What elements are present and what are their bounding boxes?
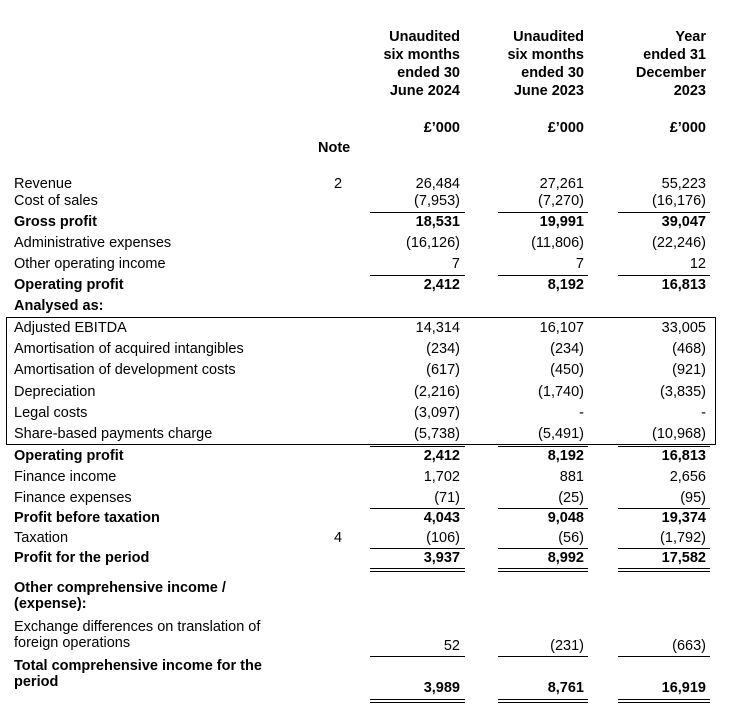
underline: [618, 508, 710, 509]
row-value: 55,223: [661, 176, 706, 192]
row-value: (22,246): [651, 235, 706, 251]
oci-exchange-value: 52: [443, 638, 460, 654]
unit-header: £’000: [669, 120, 706, 136]
row-value: (5,738): [414, 426, 460, 442]
underline: [618, 446, 710, 447]
underline: [370, 446, 465, 447]
row-value: 4,043: [423, 510, 460, 526]
oci-total-value: 8,761: [547, 680, 584, 696]
row-note: 2: [333, 176, 343, 192]
row-value: (16,176): [651, 193, 706, 209]
underline: [618, 275, 710, 276]
row-value: 18,531: [415, 214, 460, 230]
row-label: Profit for the period: [14, 550, 150, 566]
row-value: (921): [672, 362, 706, 378]
underline: [498, 275, 588, 276]
row-value: (56): [558, 530, 584, 546]
row-value: 19,374: [661, 510, 706, 526]
row-label: Cost of sales: [14, 193, 98, 209]
oci-total-label: Total comprehensive income for the period: [14, 658, 262, 690]
row-value: (7,953): [414, 193, 460, 209]
column-header-h1-2024: Unaudited six months ended 30 June 2024: [383, 29, 460, 99]
row-value: (234): [426, 341, 460, 357]
row-value: 14,314: [415, 320, 460, 336]
row-label: Finance income: [14, 469, 117, 485]
oci-heading: Other comprehensive income / (expense):: [14, 580, 226, 612]
underline: [498, 446, 588, 447]
underline: [498, 656, 588, 657]
row-value: 16,107: [539, 320, 584, 336]
row-value: 19,991: [539, 214, 584, 230]
column-header-h1-2023: Unaudited six months ended 30 June 2023: [507, 29, 584, 99]
row-value: 1,702: [423, 469, 460, 485]
row-value: (10,968): [651, 426, 706, 442]
row-label: Depreciation: [14, 384, 96, 400]
row-label: Amortisation of acquired intangibles: [14, 341, 244, 357]
row-value: (5,491): [538, 426, 584, 442]
row-label: Other operating income: [14, 256, 166, 272]
row-value: (71): [434, 490, 460, 506]
double-underline: [370, 699, 465, 700]
row-value: 2,656: [669, 469, 706, 485]
oci-total-value: 3,989: [423, 680, 460, 696]
oci-exchange-value: (231): [550, 638, 584, 654]
row-value: 2,412: [423, 277, 460, 293]
row-label: Gross profit: [14, 214, 97, 230]
row-label: Administrative expenses: [14, 235, 172, 251]
row-label: Operating profit: [14, 277, 124, 293]
row-value: -: [701, 405, 706, 421]
row-value: -: [579, 405, 584, 421]
row-value: 39,047: [661, 214, 706, 230]
unit-header: £’000: [423, 120, 460, 136]
row-value: 8,992: [547, 550, 584, 566]
row-value: 17,582: [661, 550, 706, 566]
row-value: 8,192: [547, 277, 584, 293]
double-underline: [370, 571, 465, 572]
double-underline: [498, 699, 588, 700]
row-value: 33,005: [661, 320, 706, 336]
row-label: Amortisation of development costs: [14, 362, 236, 378]
underline: [618, 656, 710, 657]
row-label: Revenue: [14, 176, 73, 192]
row-value: 16,813: [661, 277, 706, 293]
row-value: 16,813: [661, 448, 706, 464]
row-value: (2,216): [414, 384, 460, 400]
row-label: Analysed as:: [14, 298, 104, 314]
row-value: (468): [672, 341, 706, 357]
underline: [370, 212, 465, 213]
underline: [370, 508, 465, 509]
double-underline: [370, 568, 465, 569]
row-value: 3,937: [423, 550, 460, 566]
double-underline: [498, 568, 588, 569]
row-label: Share-based payments charge: [14, 426, 213, 442]
row-value: 2,412: [423, 448, 460, 464]
row-value: (3,097): [414, 405, 460, 421]
column-header-fy-2023: Year ended 31 December 2023: [635, 29, 706, 99]
row-value: (7,270): [538, 193, 584, 209]
double-underline: [370, 702, 465, 703]
row-label: Legal costs: [14, 405, 88, 421]
row-value: (106): [426, 530, 460, 546]
underline: [498, 548, 588, 549]
underline: [498, 212, 588, 213]
row-value: (11,806): [531, 235, 584, 251]
underline: [498, 508, 588, 509]
underline: [370, 275, 465, 276]
row-note: 4: [333, 530, 343, 546]
underline: [618, 548, 710, 549]
double-underline: [618, 568, 710, 569]
row-value: (617): [426, 362, 460, 378]
row-value: 881: [559, 469, 584, 485]
double-underline: [618, 702, 710, 703]
row-value: 9,048: [547, 510, 584, 526]
unit-header: £’000: [547, 120, 584, 136]
row-value: (450): [550, 362, 584, 378]
row-value: 27,261: [539, 176, 584, 192]
oci-total-value: 16,919: [661, 680, 706, 696]
row-value: (95): [680, 490, 706, 506]
row-value: (1,740): [538, 384, 584, 400]
row-value: 8,192: [547, 448, 584, 464]
double-underline: [498, 702, 588, 703]
row-value: (234): [550, 341, 584, 357]
row-label: Finance expenses: [14, 490, 132, 506]
row-value: 7: [575, 256, 584, 272]
row-value: 26,484: [415, 176, 460, 192]
row-value: (1,792): [660, 530, 706, 546]
row-value: 12: [689, 256, 706, 272]
row-label: Taxation: [14, 530, 69, 546]
row-label: Operating profit: [14, 448, 124, 464]
analysis-box: [6, 317, 716, 445]
row-label: Profit before taxation: [14, 510, 160, 526]
underline: [618, 212, 710, 213]
double-underline: [618, 571, 710, 572]
double-underline: [498, 571, 588, 572]
note-header: Note: [318, 140, 351, 156]
row-value: (16,126): [405, 235, 460, 251]
row-value: 7: [451, 256, 460, 272]
oci-exchange-label: Exchange differences on translation of foreign operations: [14, 619, 261, 651]
underline: [370, 656, 465, 657]
row-value: (3,835): [660, 384, 706, 400]
double-underline: [618, 699, 710, 700]
row-value: (25): [558, 490, 584, 506]
underline: [370, 548, 465, 549]
row-label: Adjusted EBITDA: [14, 320, 127, 336]
oci-exchange-value: (663): [672, 638, 706, 654]
